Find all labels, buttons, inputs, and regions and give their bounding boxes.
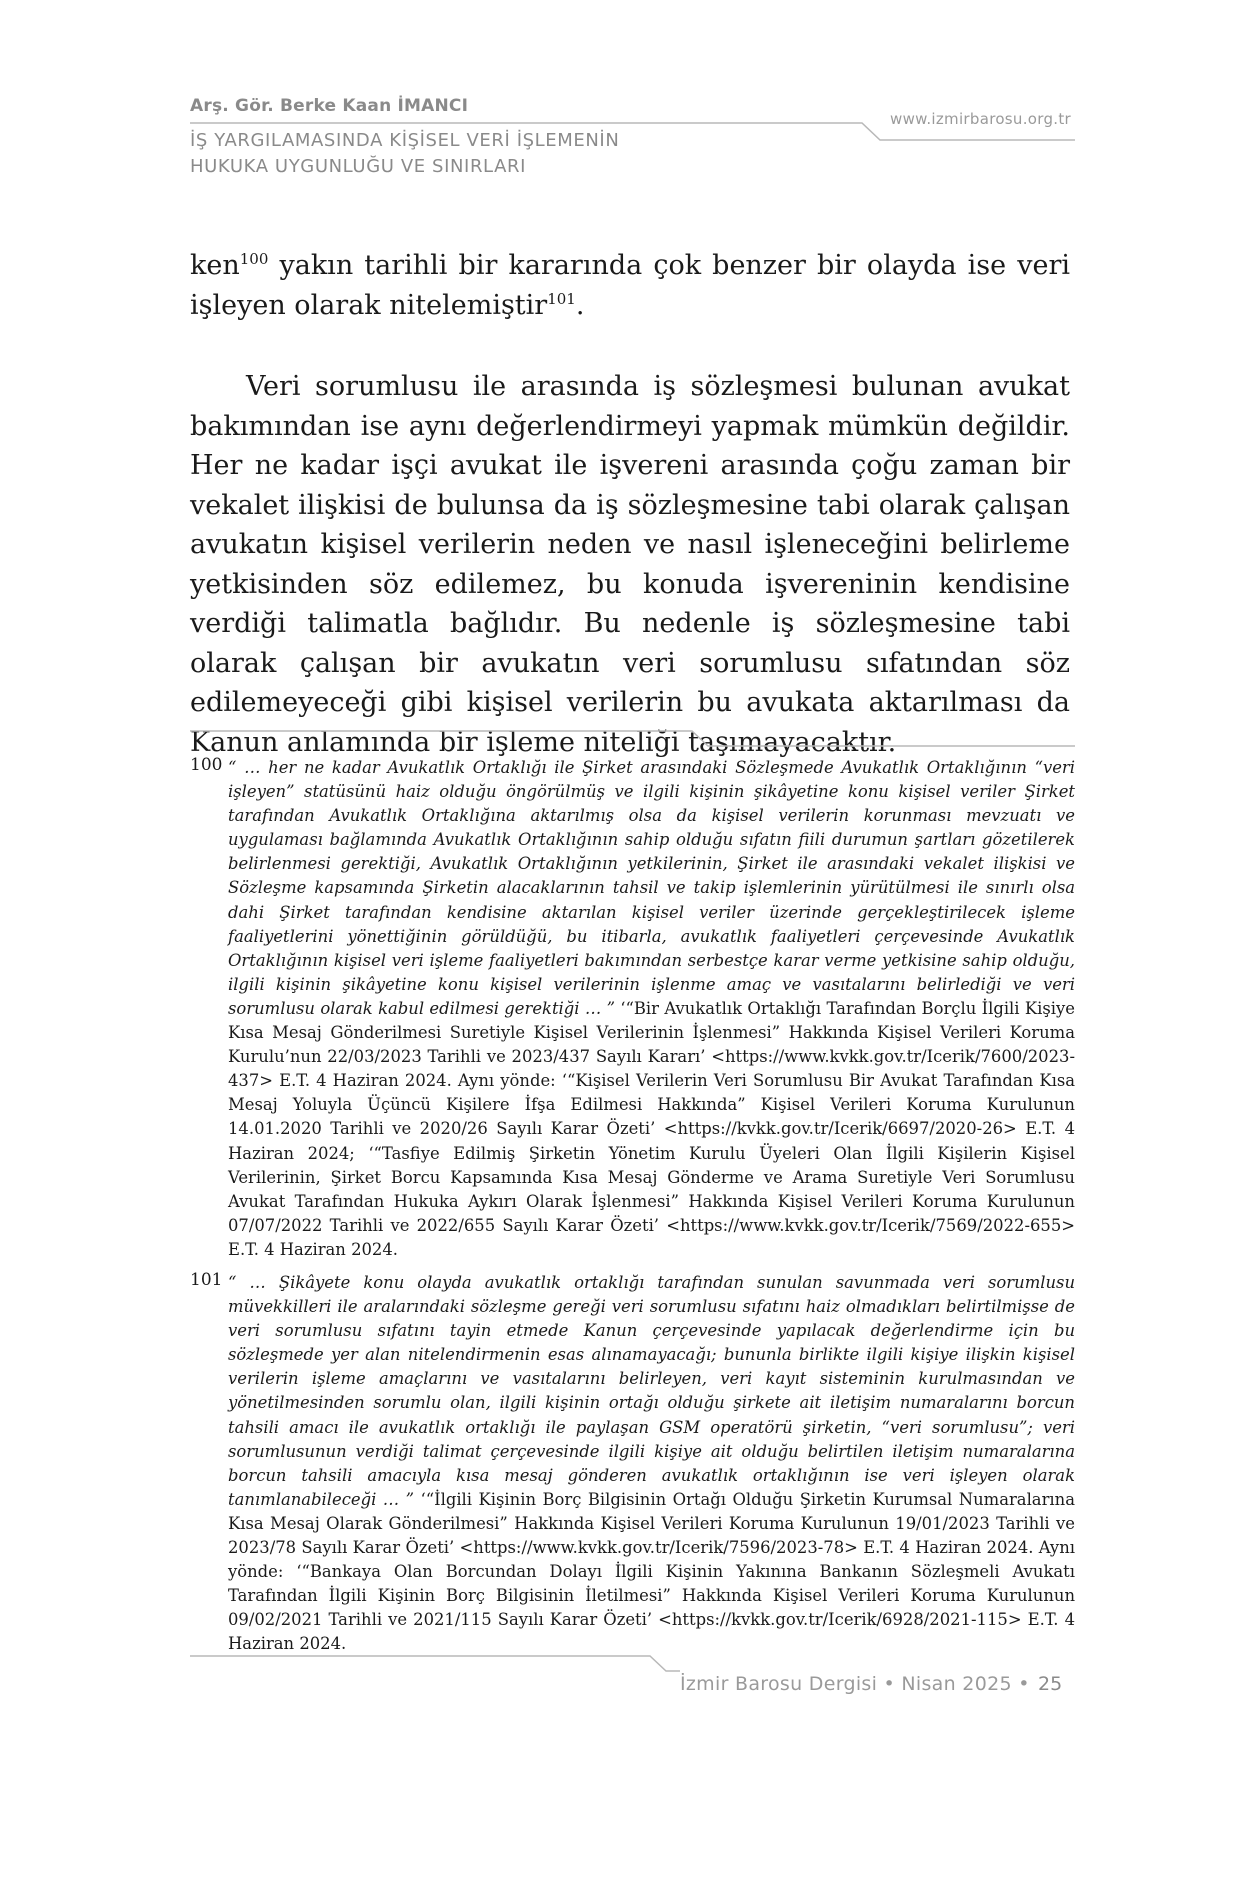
header-author: Arş. Gör. Berke Kaan İMANCI bbox=[190, 96, 469, 116]
header-website: www.izmirbarosu.org.tr bbox=[890, 110, 1072, 128]
footnote-quote: “ … Şikâyete konu olayda avukatlık ortaklığı tarafından sunulan savunmada veri sorumlusu müvekkilleri ile aralarındaki sözleşme gereği veri sorumlusu sıfatını haiz olmadıkları belirtilmişse de veri sorumlusu sıfatını tayin etmede Kanun çerçevesinde yapılacak değerlendirme için bu sözleşmede yer alan nitelendirmenin esas alınamayacağı; bununla birlikte ilgili kişiye ilişkin kişisel verilerin işleme amaçlarını ve vasıtalarını belirleyen, veri kayıt sisteminin kurulmasından ve yönetilmesinden sorumlu olan, ilgili kişinin ortağı olduğu şirkete ait iletişim numaralarını borcun tahsili amacı ile avukatlık ortaklığı ile paylaşan GSM operatörü şirketin, “veri sorumlusu”; veri sorumlusunun verdiği talimat çerçevesinde ilgili kişiye ait olduğu belirtilen iletişim numaralarına borcun tahsili amacıyla kısa mesaj gönderen avukatlık ortaklığının ise veri işleyen olarak tanımlanabileceği … ” bbox=[228, 1273, 1075, 1509]
footer-journal: İzmir Barosu Dergisi • Nisan 2025 • bbox=[680, 1673, 1030, 1695]
header-title-line-1: İŞ YARGILAMASINDA KİŞİSEL VERİ İŞLEMENİN bbox=[190, 130, 620, 151]
body-text-run: ken bbox=[190, 250, 240, 281]
footnote-quote: “ … her ne kadar Avukatlık Ortaklığı ile Şirket arasındaki Sözleşmede Avukatlık Ortaklığının “veri işleyen” statüsünü haiz olduğu öngörülmüş ve ilgili kişinin şikâyetine konu kişisel veriler Şirket tarafından Avukatlık Ortaklığına aktarılmış olsa da kişisel verilerin korunması mevzuatı ve uygulaması bağlamında Avukatlık Ortaklığının sahip olduğu sıfatın fiili durumun şartları gözetilerek belirlenmesi gerektiği, Avukatlık Ortaklığının yetkilerinin, Şirket ile arasındaki vekalet ilişkisi ve Sözleşme kapsamında Şirketin alacaklarının tahsil ve takip işlemlerinin yürütülmesi ile sınırlı olsa dahi Şirket tarafından kendisine aktarılan kişisel veriler üzerinde gerçekleştirilecek işleme faaliyetlerini yönettiğinin görüldüğü, bu itibarla, avukatlık faaliyetleri çerçevesinde Avukatlık Ortaklığının kişisel veri işleme faaliyetleri bakımından serbestçe karar verme yetkisine sahip olduğu, ilgili kişinin şikâyetine konu kişisel verilerinin işlenme amaç ve vasıtalarını belirlediği ve veri sorumlusu olarak kabul edilmesi gerektiği … ” bbox=[228, 758, 1075, 1018]
body-text-run: yakın tarihli bir kararında çok benzer bir olayda ise veri işleyen olarak nitelemiştir bbox=[190, 250, 1070, 321]
body-text-run: . bbox=[575, 289, 585, 321]
footnote-citation: ‘“Bir Avukatlık Ortaklığı Tarafından Borçlu İlgili Kişiye Kısa Mesaj Gönderilmesi Suretiyle Kişisel Verilerinin İşlenmesi” Hakkında Kişisel Verileri Koruma Kurulu’nun 22/03/2023 Tarihli ve 2023/437 Sayılı Kararı’ <https://www.kvkk.gov.tr/Icerik/7600/2023-437> E.T. 4 Haziran 2024. Aynı yönde: ‘“Kişisel Verilerin Veri Sorumlusu Bir Avukat Tarafından Kısa Mesaj Yoluyla Üçüncü Kişilere İfşa Edilmesi Hakkında” Kişisel Verileri Koruma Kurulunun 14.01.2020 Tarihli ve 2020/26 Sayılı Karar Özeti’ <https://kvkk.gov.tr/Icerik/6697/2020-26> E.T. 4 Haziran 2024; ‘“Tasfiye Edilmiş Şirketin Yönetim Kurulu Üyeleri Olan İlgili Kişilerin Kişisel Verilerinin, Şirket Borcu Kapsamında Kısa Mesaj Gönderme ve Arama Suretiyle Veri Sorumlusu Avukat Tarafından Hukuka Aykırı Olarak İşlenmesi” Hakkında Kişisel Verileri Koruma Kurulunun 07/07/2022 Tarihli ve 2022/655 Sayılı Karar Özeti’ <https://www.kvkk.gov.tr/Icerik/7569/2022-655> E.T. 4 Haziran 2024. bbox=[228, 998, 1075, 1259]
footnote-ref-100: 100 bbox=[239, 250, 269, 268]
header-title-line-2: HUKUKA UYGUNLUĞU VE SINIRLARI bbox=[190, 156, 527, 177]
footnote-citation: ‘“İlgili Kişinin Borç Bilgisinin Ortağı Olduğu Şirketin Kurumsal Numaralarına Kısa Mesaj Olarak Gönderilmesi” Hakkında Kişisel Verileri Koruma Kurulunun 19/01/2023 Tarihli ve 2023/78 Sayılı Karar Özeti’ <https://www.kvkk.gov.tr/Icerik/7596/2023-78> E.T. 4 Haziran 2024. Aynı yönde: ‘“Bankaya Olan Borcundan Dolayı İlgili Kişinin Yakınına Bankanın Sözleşmeli Avukatı Tarafından İlgili Kişinin Borç Bilgisinin İletilmesi” Hakkında Kişisel Verileri Koruma Kurulunun 09/02/2021 Tarihli ve 2021/115 Sayılı Karar Özeti’ <https://kvkk.gov.tr/Icerik/6928/2021-115> E.T. 4 Haziran 2024. bbox=[228, 1489, 1075, 1654]
page-number: 25 bbox=[1038, 1673, 1063, 1695]
footnote-number: 100 bbox=[190, 755, 223, 775]
footnote-ref-101: 101 bbox=[547, 289, 576, 308]
body-paragraph-2: Veri sorumlusu ile arasında iş sözleşmesi bulunan avukat bakımından ise aynı değerlendirmeyi yapmak mümkün değildir. Her ne kadar işçi avukat ile işvereni arasında çoğu zaman bir vekalet ilişkisi de bulunsa da iş sözleşmesine tabi olarak çalışan avukatın kişisel verilerin neden ve nasıl işleneceğini belirleme yetkisinden söz edilemez, bu konuda işvereninin kendisine verdiği talimatla bağlıdır. Bu nedenle iş sözleşmesine tabi olarak çalışan bir avukatın veri sorumlusu sıfatından söz edilemeyeceği gibi kişisel verilerin bu avukata aktarılması da Kanun anlamında bir işleme niteliği taşımayacaktır. bbox=[190, 371, 1070, 758]
footnote-number: 101 bbox=[190, 1270, 223, 1290]
